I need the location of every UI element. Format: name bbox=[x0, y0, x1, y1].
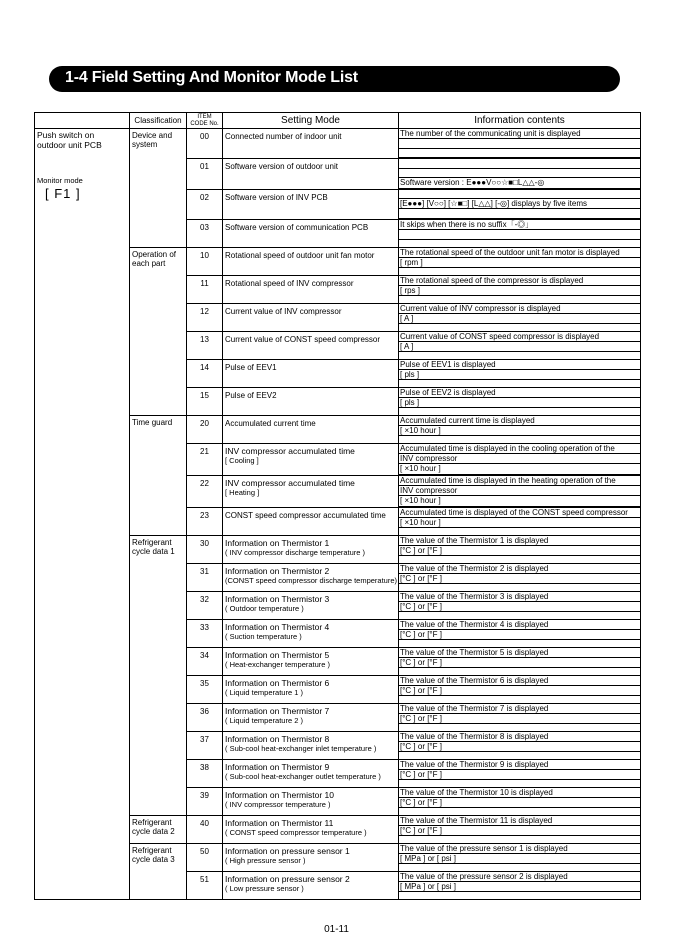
setting-mode-cell bbox=[223, 129, 399, 159]
setting-mode-text: ( Heat-exchanger temperature ) bbox=[225, 659, 331, 669]
setting-mode-cell bbox=[223, 303, 399, 331]
item-code: 51 bbox=[187, 871, 223, 899]
setting-mode-text: Software version of communication PCB bbox=[225, 222, 369, 232]
setting-mode-text: Information on pressure sensor 1 bbox=[225, 845, 350, 856]
setting-mode-text: (CONST speed compressor discharge temperature) bbox=[225, 575, 398, 585]
info-line: [ pls ] bbox=[399, 398, 640, 408]
setting-mode-cell bbox=[223, 815, 399, 843]
item-code: 02 bbox=[187, 189, 223, 219]
info-line bbox=[399, 230, 640, 240]
setting-mode-cell bbox=[223, 787, 399, 815]
setting-mode-cell bbox=[223, 563, 399, 591]
setting-mode-text: Information on Thermistor 6 bbox=[225, 677, 330, 688]
setting-mode-text: ( Low pressure sensor ) bbox=[225, 883, 304, 893]
info-line: The value of the pressure sensor 1 is displayed bbox=[399, 844, 640, 854]
setting-mode-cell bbox=[223, 591, 399, 619]
table-bottom-border bbox=[35, 899, 641, 900]
info-line: The rotational speed of the outdoor unit fan motor is displayed bbox=[399, 248, 640, 258]
item-code: 10 bbox=[187, 247, 223, 275]
info-line: Accumulated time is displayed in the heating operation of the bbox=[399, 476, 640, 486]
setting-mode-text: Accumulated current time bbox=[225, 418, 316, 428]
setting-mode-text: Current value of INV compressor bbox=[225, 306, 342, 316]
info-cell bbox=[399, 619, 641, 647]
info-line: Pulse of EEV2 is displayed bbox=[399, 388, 640, 398]
setting-mode-cell bbox=[223, 475, 399, 507]
info-cell bbox=[399, 415, 641, 443]
item-code: 30 bbox=[187, 535, 223, 563]
info-line: [E●●●] [V○○] [☆■□] [L△△] [-◎] displays by five items bbox=[399, 199, 640, 209]
item-code: 34 bbox=[187, 647, 223, 675]
info-line: [ A ] bbox=[399, 342, 640, 352]
setting-mode-text: Rotational speed of INV compressor bbox=[225, 278, 354, 288]
info-cell bbox=[399, 675, 641, 703]
info-line: Accumulated time is displayed in the cooling operation of the bbox=[399, 444, 640, 454]
info-line: The value of the pressure sensor 2 is displayed bbox=[399, 872, 640, 882]
setting-mode-cell bbox=[223, 359, 399, 387]
info-cell bbox=[399, 359, 641, 387]
info-line: It skips when there is no suffix「-◎」 bbox=[399, 220, 640, 230]
info-line bbox=[399, 190, 640, 200]
setting-mode-cell bbox=[223, 415, 399, 443]
info-line: [°C ] or [°F ] bbox=[399, 686, 640, 696]
setting-mode-text: Current value of CONST speed compressor bbox=[225, 334, 381, 344]
item-code: 39 bbox=[187, 787, 223, 815]
info-cell bbox=[399, 759, 641, 787]
info-cell bbox=[399, 815, 641, 843]
setting-mode-text: Pulse of EEV2 bbox=[225, 390, 277, 400]
setting-mode-text: CONST speed compressor accumulated time bbox=[225, 510, 386, 520]
bottom-border-cell bbox=[399, 899, 641, 900]
classification-label: cycle data 2 bbox=[132, 826, 175, 836]
info-cell bbox=[399, 303, 641, 331]
info-line: [°C ] or [°F ] bbox=[399, 630, 640, 640]
setting-mode-text: Information on Thermistor 7 bbox=[225, 705, 330, 716]
bottom-border-cell bbox=[187, 899, 223, 900]
info-line: The value of the Thermistor 6 is displayed bbox=[399, 676, 640, 686]
classification-cell bbox=[130, 247, 187, 415]
classification-label: Refrigerant bbox=[132, 817, 172, 827]
info-line: INV compressor bbox=[399, 486, 640, 496]
info-cell bbox=[399, 591, 641, 619]
table-row bbox=[35, 129, 641, 159]
info-line bbox=[399, 209, 640, 219]
info-line: [ pls ] bbox=[399, 370, 640, 380]
info-cell bbox=[399, 247, 641, 275]
info-cell bbox=[399, 387, 641, 415]
setting-mode-text: [ Cooling ] bbox=[225, 456, 259, 466]
setting-mode-cell bbox=[223, 703, 399, 731]
info-line: [ MPa ] or [ psi ] bbox=[399, 854, 640, 864]
setting-mode-cell bbox=[223, 535, 399, 563]
item-code: 11 bbox=[187, 275, 223, 303]
item-code: 40 bbox=[187, 815, 223, 843]
setting-mode-text: ( Liquid temperature 1 ) bbox=[225, 687, 303, 697]
setting-mode-text: Rotational speed of outdoor unit fan motor bbox=[225, 250, 375, 260]
setting-mode-text: Information on Thermistor 3 bbox=[225, 593, 330, 604]
setting-mode-text: Software version of outdoor unit bbox=[225, 162, 338, 172]
setting-mode-cell bbox=[223, 759, 399, 787]
info-line: [ ×10 hour ] bbox=[399, 464, 640, 474]
setting-mode-text: Information on Thermistor 5 bbox=[225, 649, 330, 660]
monitor-mode-table bbox=[34, 112, 641, 900]
setting-mode-text: Information on Thermistor 4 bbox=[225, 621, 330, 632]
setting-mode-text: Information on Thermistor 11 bbox=[225, 817, 334, 828]
info-line: [°C ] or [°F ] bbox=[399, 714, 640, 724]
classification-cell bbox=[130, 535, 187, 815]
info-line: The value of the Thermistor 10 is displayed bbox=[399, 788, 640, 798]
info-line: INV compressor bbox=[399, 454, 640, 464]
info-cell bbox=[399, 647, 641, 675]
setting-mode-cell bbox=[223, 675, 399, 703]
setting-mode-text: [ Heating ] bbox=[225, 488, 260, 498]
info-line bbox=[399, 139, 640, 149]
info-line: The value of the Thermistor 7 is displayed bbox=[399, 704, 640, 714]
classification-cell bbox=[130, 843, 187, 899]
setting-mode-cell bbox=[223, 159, 399, 189]
info-line: Accumulated current time is displayed bbox=[399, 416, 640, 426]
bottom-border-cell bbox=[130, 899, 187, 900]
item-code: 33 bbox=[187, 619, 223, 647]
item-code: 13 bbox=[187, 331, 223, 359]
header-blank bbox=[35, 113, 130, 129]
info-line bbox=[399, 169, 640, 179]
setting-mode-cell bbox=[223, 219, 399, 247]
info-cell bbox=[399, 787, 641, 815]
setting-mode-text: ( Outdoor temperature ) bbox=[225, 603, 304, 613]
info-cell bbox=[399, 189, 641, 219]
info-cell bbox=[399, 219, 641, 247]
setting-mode-cell bbox=[223, 443, 399, 475]
info-line: [°C ] or [°F ] bbox=[399, 546, 640, 556]
item-code: 14 bbox=[187, 359, 223, 387]
info-cell bbox=[399, 129, 641, 159]
setting-mode-text: Information on Thermistor 8 bbox=[225, 733, 330, 744]
setting-mode-text: Software version of INV PCB bbox=[225, 192, 328, 202]
item-code: 00 bbox=[187, 129, 223, 159]
info-cell bbox=[399, 703, 641, 731]
setting-mode-cell bbox=[223, 731, 399, 759]
setting-mode-cell bbox=[223, 331, 399, 359]
push-switch-label-2: outdoor unit PCB bbox=[37, 139, 102, 150]
classification-label: Time guard bbox=[132, 417, 173, 427]
setting-mode-text: Information on pressure sensor 2 bbox=[225, 873, 350, 884]
info-line: Pulse of EEV1 is displayed bbox=[399, 360, 640, 370]
info-line: [ ×10 hour ] bbox=[399, 518, 640, 528]
item-code: 21 bbox=[187, 443, 223, 475]
info-cell bbox=[399, 843, 641, 871]
item-code: 37 bbox=[187, 731, 223, 759]
item-code: 23 bbox=[187, 507, 223, 535]
header-classification: Classification bbox=[130, 113, 187, 129]
info-line: [°C ] or [°F ] bbox=[399, 770, 640, 780]
item-code: 20 bbox=[187, 415, 223, 443]
setting-mode-text: ( Sub-cool heat-exchanger outlet temperature ) bbox=[225, 771, 381, 781]
section-title: 1-4 Field Setting And Monitor Mode List bbox=[65, 69, 358, 86]
classification-cell bbox=[130, 415, 187, 535]
setting-mode-text: INV compressor accumulated time bbox=[225, 445, 355, 456]
info-cell bbox=[399, 507, 641, 535]
classification-label: cycle data 3 bbox=[132, 854, 175, 864]
info-line: [°C ] or [°F ] bbox=[399, 602, 640, 612]
item-code: 31 bbox=[187, 563, 223, 591]
setting-mode-cell bbox=[223, 843, 399, 871]
setting-mode-cell bbox=[223, 619, 399, 647]
setting-mode-text: ( INV compressor discharge temperature ) bbox=[225, 547, 366, 557]
info-line: The value of the Thermistor 3 is displayed bbox=[399, 592, 640, 602]
info-line: The number of the communicating unit is displayed bbox=[399, 129, 640, 139]
bottom-border-cell bbox=[35, 899, 130, 900]
classification-cell bbox=[130, 815, 187, 843]
info-line: [°C ] or [°F ] bbox=[399, 798, 640, 808]
info-line: [°C ] or [°F ] bbox=[399, 826, 640, 836]
push-switch-label: Push switch on bbox=[37, 130, 95, 140]
header-info: Information contents bbox=[399, 113, 641, 129]
classification-label: Operation of bbox=[132, 249, 177, 259]
item-code: 35 bbox=[187, 675, 223, 703]
setting-mode-text: Pulse of EEV1 bbox=[225, 362, 277, 372]
setting-mode-text: ( CONST speed compressor temperature ) bbox=[225, 827, 367, 837]
classification-label: each part bbox=[132, 259, 166, 269]
item-code: 36 bbox=[187, 703, 223, 731]
info-line: The value of the Thermistor 9 is displayed bbox=[399, 760, 640, 770]
info-line: The value of the Thermistor 8 is displayed bbox=[399, 732, 640, 742]
item-code: 15 bbox=[187, 387, 223, 415]
info-line: [°C ] or [°F ] bbox=[399, 658, 640, 668]
info-line: The value of the Thermistor 11 is displayed bbox=[399, 816, 640, 826]
table-header-row bbox=[35, 113, 641, 129]
info-line: [ rps ] bbox=[399, 286, 640, 296]
item-code: 12 bbox=[187, 303, 223, 331]
classification-label: cycle data 1 bbox=[132, 546, 175, 556]
setting-mode-text: Information on Thermistor 10 bbox=[225, 789, 334, 800]
item-code: 38 bbox=[187, 759, 223, 787]
setting-mode-cell bbox=[223, 247, 399, 275]
info-cell bbox=[399, 535, 641, 563]
info-cell bbox=[399, 443, 641, 475]
setting-mode-cell bbox=[223, 647, 399, 675]
setting-mode-text: ( Suction temperature ) bbox=[225, 631, 302, 641]
info-line: Accumulated time is displayed of the CONST speed compressor bbox=[399, 508, 640, 518]
classification-label: system bbox=[132, 140, 158, 150]
setting-mode-cell bbox=[223, 275, 399, 303]
setting-mode-text: ( Liquid temperature 2 ) bbox=[225, 715, 303, 725]
info-cell bbox=[399, 475, 641, 507]
info-line: Current value of INV compressor is displayed bbox=[399, 304, 640, 314]
push-switch-cell bbox=[35, 129, 130, 900]
classification-label: Refrigerant bbox=[132, 845, 172, 855]
setting-mode-text: ( Sub-cool heat-exchanger inlet temperature ) bbox=[225, 743, 377, 753]
setting-mode-cell bbox=[223, 387, 399, 415]
setting-mode-text: Information on Thermistor 9 bbox=[225, 761, 330, 772]
info-line bbox=[399, 149, 640, 159]
classification-cell bbox=[130, 129, 187, 248]
info-line: [°C ] or [°F ] bbox=[399, 574, 640, 584]
info-line: [ ×10 hour ] bbox=[399, 496, 640, 506]
setting-mode-text: INV compressor accumulated time bbox=[225, 477, 355, 488]
info-line: [ rpm ] bbox=[399, 258, 640, 268]
item-code: 50 bbox=[187, 843, 223, 871]
info-line: Software version : E●●●V○○☆■□L△△-◎ bbox=[399, 178, 640, 188]
info-line: Current value of CONST speed compressor is displayed bbox=[399, 332, 640, 342]
setting-mode-cell bbox=[223, 189, 399, 219]
info-line: The value of the Thermistor 4 is displayed bbox=[399, 620, 640, 630]
item-code: 03 bbox=[187, 219, 223, 247]
setting-mode-text: Information on Thermistor 1 bbox=[225, 537, 330, 548]
info-cell bbox=[399, 731, 641, 759]
item-code: 32 bbox=[187, 591, 223, 619]
monitor-mode-code: [ F1 ] bbox=[45, 185, 81, 201]
item-code: 22 bbox=[187, 475, 223, 507]
info-line: The rotational speed of the compressor is displayed bbox=[399, 276, 640, 286]
info-line: The value of the Thermistor 5 is displayed bbox=[399, 648, 640, 658]
setting-mode-text: Information on Thermistor 2 bbox=[225, 565, 330, 576]
monitor-mode-label: Monitor mode bbox=[37, 176, 83, 185]
info-cell bbox=[399, 159, 641, 189]
page-number: 01-11 bbox=[324, 924, 349, 935]
info-line: The value of the Thermistor 2 is displayed bbox=[399, 564, 640, 574]
classification-label: Device and bbox=[132, 131, 173, 140]
info-cell bbox=[399, 563, 641, 591]
setting-mode-cell bbox=[223, 507, 399, 535]
info-line: [ ×10 hour ] bbox=[399, 426, 640, 436]
section-title-bar bbox=[49, 66, 620, 92]
info-line: [°C ] or [°F ] bbox=[399, 742, 640, 752]
info-line: [ A ] bbox=[399, 314, 640, 324]
info-line: [ MPa ] or [ psi ] bbox=[399, 882, 640, 892]
setting-mode-text: ( High pressure sensor ) bbox=[225, 855, 306, 865]
setting-mode-text: Connected number of indoor unit bbox=[225, 132, 342, 141]
header-setting-mode: Setting Mode bbox=[223, 113, 399, 129]
info-cell bbox=[399, 331, 641, 359]
bottom-border-cell bbox=[223, 899, 399, 900]
info-cell bbox=[399, 275, 641, 303]
setting-mode-text: ( INV compressor temperature ) bbox=[225, 799, 331, 809]
info-line bbox=[399, 159, 640, 169]
info-line: The value of the Thermistor 1 is displayed bbox=[399, 536, 640, 546]
header-item-code: ITEM CODE No. bbox=[187, 113, 223, 129]
item-code: 01 bbox=[187, 159, 223, 189]
setting-mode-cell bbox=[223, 871, 399, 899]
classification-label: Refrigerant bbox=[132, 537, 172, 547]
info-cell bbox=[399, 871, 641, 899]
